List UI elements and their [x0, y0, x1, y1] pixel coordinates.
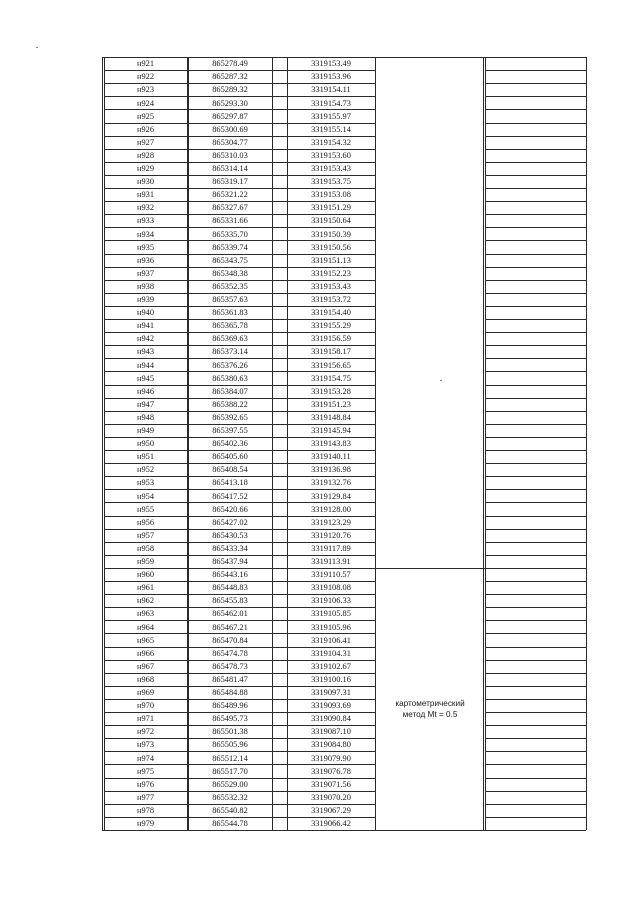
table-vertical-rule	[102, 57, 103, 830]
y-coordinate-cell: 3319158.17	[311, 347, 351, 357]
y-coordinate-cell: 3319108.08	[311, 583, 351, 593]
point-id-cell: н927	[136, 137, 155, 147]
x-coordinate-cell: 865501.38	[212, 727, 248, 737]
x-coordinate-cell: 865402.36	[212, 439, 248, 449]
table-horizontal-rule	[485, 725, 586, 726]
point-id-cell: н926	[136, 124, 155, 134]
y-coordinate-cell: 3319156.65	[311, 360, 351, 370]
table-horizontal-rule	[485, 240, 586, 241]
y-coordinate-cell: 3319150.64	[311, 216, 351, 226]
y-coordinate-cell: 3319154.11	[311, 85, 351, 95]
y-coordinate-cell: 3319151.29	[311, 203, 351, 213]
x-coordinate-cell: 865289.32	[212, 85, 248, 95]
y-coordinate-cell: 3319110.57	[311, 570, 351, 580]
table-horizontal-rule	[485, 70, 586, 71]
point-id-cell: н938	[136, 281, 155, 291]
point-id-cell: н969	[136, 688, 155, 697]
y-coordinate-cell: 3319151.23	[311, 399, 351, 409]
table-horizontal-rule	[485, 83, 586, 84]
y-coordinate-cell: 3319076.78	[311, 766, 351, 776]
point-id-cell: н959	[136, 557, 155, 566]
table-horizontal-rule	[485, 123, 586, 124]
point-id-cell: н979	[136, 819, 155, 828]
x-coordinate-cell: 865319.17	[212, 177, 248, 187]
y-coordinate-cell: 3319153.28	[311, 386, 351, 396]
y-coordinate-cell: 3319129.84	[311, 491, 351, 501]
point-id-cell: н960	[136, 570, 155, 580]
x-coordinate-cell: 865304.77	[212, 137, 248, 147]
table-horizontal-rule	[485, 424, 586, 425]
y-coordinate-cell: 3319090.84	[311, 714, 351, 724]
x-coordinate-cell: 865293.30	[212, 98, 248, 108]
y-coordinate-cell: 3319153.43	[311, 164, 351, 173]
point-id-cell: н944	[136, 360, 155, 370]
table-horizontal-rule	[485, 411, 586, 412]
table-horizontal-rule	[485, 791, 586, 792]
table-horizontal-rule	[485, 594, 586, 595]
x-coordinate-cell: 865335.70	[212, 229, 248, 239]
table-horizontal-rule	[485, 738, 586, 739]
y-coordinate-cell: 3319087.10	[311, 727, 351, 737]
y-coordinate-cell: 3319093.69	[311, 701, 351, 711]
point-id-cell: н953	[136, 478, 155, 488]
point-id-cell: н978	[136, 805, 155, 815]
table-horizontal-rule	[485, 162, 586, 163]
x-coordinate-cell: 865278.49	[212, 59, 248, 69]
x-coordinate-cell: 865339.74	[212, 242, 248, 252]
y-coordinate-cell: 3319153.60	[311, 150, 351, 160]
table-horizontal-rule	[485, 332, 586, 333]
y-coordinate-cell: 3319113.91	[311, 557, 351, 566]
x-coordinate-cell: 865427.02	[212, 517, 248, 527]
x-coordinate-cell: 865357.63	[212, 295, 248, 304]
y-coordinate-cell: 3319153.72	[311, 295, 351, 304]
y-coordinate-cell: 3319102.67	[311, 661, 351, 671]
point-id-cell: н928	[136, 150, 155, 160]
y-coordinate-cell: 3319123.29	[311, 517, 351, 527]
x-coordinate-cell: 865443.16	[212, 570, 248, 580]
x-coordinate-cell: 865365.78	[212, 321, 248, 331]
y-coordinate-cell: 3319070.20	[311, 792, 351, 802]
point-id-cell: н961	[136, 583, 155, 593]
point-id-cell: н940	[136, 308, 155, 318]
x-coordinate-cell: 865420.66	[212, 504, 248, 514]
y-coordinate-cell: 3319155.29	[311, 321, 351, 331]
x-coordinate-cell: 865532.32	[212, 792, 248, 802]
point-id-cell: н934	[136, 229, 155, 239]
table-horizontal-rule	[485, 542, 586, 543]
x-coordinate-cell: 865388.22	[212, 399, 248, 409]
table-horizontal-rule	[485, 607, 586, 608]
point-id-cell: н946	[136, 386, 155, 396]
x-coordinate-cell: 865369.63	[212, 334, 248, 344]
point-id-cell: н956	[136, 517, 155, 527]
point-id-cell: н955	[136, 504, 155, 514]
x-coordinate-cell: 865544.78	[212, 819, 248, 828]
x-coordinate-cell: 865484.88	[212, 688, 248, 697]
table-horizontal-rule	[485, 345, 586, 346]
point-id-cell: н975	[136, 766, 155, 776]
point-id-cell: н929	[136, 164, 155, 173]
table-horizontal-rule	[485, 699, 586, 700]
y-coordinate-cell: 3319145.94	[311, 426, 351, 435]
table-horizontal-rule	[485, 673, 586, 674]
x-coordinate-cell: 865405.60	[212, 452, 248, 462]
table-horizontal-rule	[485, 293, 586, 294]
point-id-cell: н950	[136, 439, 155, 449]
x-coordinate-cell: 865540.82	[212, 805, 248, 815]
x-coordinate-cell: 865321.22	[212, 190, 248, 200]
table-horizontal-rule	[485, 568, 586, 569]
scan-speck	[440, 380, 442, 381]
y-coordinate-cell: 3319153.08	[311, 190, 351, 200]
y-coordinate-cell: 3319140.11	[311, 452, 351, 462]
x-coordinate-cell: 865408.54	[212, 465, 248, 475]
x-coordinate-cell: 865352.35	[212, 281, 248, 291]
table-horizontal-rule	[485, 437, 586, 438]
point-id-cell: н958	[136, 543, 155, 553]
table-horizontal-rule	[485, 254, 586, 255]
table-horizontal-rule	[485, 188, 586, 189]
table-horizontal-rule	[485, 214, 586, 215]
x-coordinate-cell: 865433.34	[212, 543, 248, 553]
table-horizontal-rule	[485, 280, 586, 281]
y-coordinate-cell: 3319155.97	[311, 111, 351, 121]
table-horizontal-rule	[485, 817, 586, 818]
y-coordinate-cell: 3319153.96	[311, 72, 351, 82]
y-coordinate-cell: 3319067.29	[311, 805, 351, 815]
point-id-cell: н973	[136, 740, 155, 750]
y-coordinate-cell: 3319084.80	[311, 740, 351, 750]
table-horizontal-rule	[485, 358, 586, 359]
y-coordinate-cell: 3319100.16	[311, 674, 351, 684]
table-horizontal-rule	[485, 136, 586, 137]
x-coordinate-cell: 865327.67	[212, 203, 248, 213]
y-coordinate-cell: 3319079.90	[311, 753, 351, 763]
x-coordinate-cell: 865430.53	[212, 530, 248, 540]
point-id-cell: н963	[136, 609, 155, 619]
y-coordinate-cell: 3319156.59	[311, 334, 351, 344]
y-coordinate-cell: 3319155.14	[311, 124, 351, 134]
table-vertical-rule	[272, 57, 273, 830]
table-horizontal-rule	[485, 660, 586, 661]
table-horizontal-rule	[485, 463, 586, 464]
table-vertical-rule	[485, 57, 486, 830]
x-coordinate-cell: 865478.73	[212, 661, 248, 671]
y-coordinate-cell: 3319143.83	[311, 439, 351, 449]
table-horizontal-rule	[485, 306, 586, 307]
x-coordinate-cell: 865455.83	[212, 596, 248, 606]
y-coordinate-cell: 3319152.23	[311, 268, 351, 278]
point-id-cell: н947	[136, 399, 155, 409]
point-id-cell: н932	[136, 203, 155, 213]
table-vertical-rule	[586, 57, 587, 830]
table-horizontal-rule	[485, 109, 586, 110]
table-horizontal-rule	[485, 96, 586, 97]
table-horizontal-rule	[485, 201, 586, 202]
method-note-line-1: картометрический	[395, 699, 465, 708]
point-id-cell: н921	[136, 59, 155, 69]
y-coordinate-cell: 3319071.56	[311, 779, 351, 789]
point-id-cell: н943	[136, 347, 155, 357]
point-id-cell: н967	[136, 661, 155, 671]
y-coordinate-cell: 3319097.31	[311, 688, 351, 697]
point-id-cell: н930	[136, 177, 155, 187]
x-coordinate-cell: 865505.96	[212, 740, 248, 750]
table-horizontal-rule	[485, 489, 586, 490]
x-coordinate-cell: 865297.87	[212, 111, 248, 121]
x-coordinate-cell: 865417.52	[212, 491, 248, 501]
x-coordinate-cell: 865310.03	[212, 150, 248, 160]
x-coordinate-cell: 865413.18	[212, 478, 248, 488]
x-coordinate-cell: 865300.69	[212, 124, 248, 134]
point-id-cell: н957	[136, 530, 155, 540]
method-note	[378, 698, 482, 720]
y-coordinate-cell: 3319153.43	[311, 281, 351, 291]
point-id-cell: н977	[136, 792, 155, 802]
y-coordinate-cell: 3319154.40	[311, 308, 351, 318]
point-id-cell: н962	[136, 596, 155, 606]
table-horizontal-rule	[485, 581, 586, 582]
table-horizontal-rule	[485, 398, 586, 399]
x-coordinate-cell: 865495.73	[212, 714, 248, 724]
point-id-cell: н951	[136, 452, 155, 462]
y-coordinate-cell: 3319106.41	[311, 635, 351, 645]
x-coordinate-cell: 865384.07	[212, 386, 248, 396]
y-coordinate-cell: 3319105.85	[311, 609, 351, 619]
x-coordinate-cell: 865517.70	[212, 766, 248, 776]
table-horizontal-rule	[485, 620, 586, 621]
x-coordinate-cell: 865481.47	[212, 674, 248, 684]
table-horizontal-rule	[485, 751, 586, 752]
table-horizontal-rule	[485, 175, 586, 176]
x-coordinate-cell: 865380.63	[212, 373, 248, 383]
y-coordinate-cell: 3319151.13	[311, 255, 351, 265]
point-id-cell: н948	[136, 412, 155, 422]
y-coordinate-cell: 3319154.75	[311, 373, 351, 383]
point-id-cell: н941	[136, 321, 155, 331]
x-coordinate-cell: 865470.84	[212, 635, 248, 645]
point-id-cell: н936	[136, 255, 155, 265]
table-horizontal-rule	[102, 830, 586, 831]
table-horizontal-rule	[485, 319, 586, 320]
y-coordinate-cell: 3319066.42	[311, 819, 351, 828]
point-id-cell: н965	[136, 635, 155, 645]
table-horizontal-rule	[375, 568, 485, 569]
y-coordinate-cell: 3319148.84	[311, 412, 351, 422]
point-id-cell: н942	[136, 334, 155, 344]
y-coordinate-cell: 3319106.33	[311, 596, 351, 606]
x-coordinate-cell: 865489.96	[212, 701, 248, 711]
point-id-cell: н931	[136, 190, 155, 200]
x-coordinate-cell: 865467.21	[212, 622, 248, 632]
y-coordinate-cell: 3319136.98	[311, 465, 351, 475]
point-id-cell: н933	[136, 216, 155, 226]
x-coordinate-cell: 865287.32	[212, 72, 248, 82]
table-horizontal-rule	[485, 647, 586, 648]
table-horizontal-rule	[485, 267, 586, 268]
point-id-cell: н974	[136, 753, 155, 763]
point-id-cell: н924	[136, 98, 155, 108]
point-id-cell: н976	[136, 779, 155, 789]
table-vertical-rule	[375, 57, 376, 830]
y-coordinate-cell: 3319153.49	[311, 59, 351, 69]
y-coordinate-cell: 3319154.73	[311, 98, 351, 108]
point-id-cell: н937	[136, 268, 155, 278]
table-horizontal-rule	[485, 633, 586, 634]
table-horizontal-rule	[485, 529, 586, 530]
point-id-cell: н949	[136, 426, 155, 435]
table-horizontal-rule	[485, 149, 586, 150]
x-coordinate-cell: 865343.75	[212, 255, 248, 265]
x-coordinate-cell: 865361.83	[212, 308, 248, 318]
point-id-cell: н922	[136, 72, 155, 82]
y-coordinate-cell: 3319150.39	[311, 229, 351, 239]
point-id-cell: н971	[136, 714, 155, 724]
x-coordinate-cell: 865462.01	[212, 609, 248, 619]
point-id-cell: н964	[136, 622, 155, 632]
method-note-line-2: метод Mt = 0.5	[402, 710, 458, 719]
x-coordinate-cell: 865397.55	[212, 426, 248, 435]
table-vertical-rule	[483, 57, 484, 830]
y-coordinate-cell: 3319120.76	[311, 530, 351, 540]
point-id-cell: н945	[136, 373, 155, 383]
table-horizontal-rule	[485, 227, 586, 228]
y-coordinate-cell: 3319128.00	[311, 504, 351, 514]
point-id-cell: н968	[136, 674, 155, 684]
y-coordinate-cell: 3319153.75	[311, 177, 351, 187]
table-horizontal-rule	[485, 778, 586, 779]
x-coordinate-cell: 865331.66	[212, 216, 248, 226]
point-id-cell: н939	[136, 295, 155, 304]
x-coordinate-cell: 865474.78	[212, 648, 248, 658]
table-horizontal-rule	[485, 450, 586, 451]
x-coordinate-cell: 865392.65	[212, 412, 248, 422]
x-coordinate-cell: 865512.14	[212, 753, 248, 763]
point-id-cell: н966	[136, 648, 155, 658]
x-coordinate-cell: 865529.00	[212, 779, 248, 789]
point-id-cell: н954	[136, 491, 155, 501]
x-coordinate-cell: 865376.26	[212, 360, 248, 370]
scan-speck	[36, 47, 38, 48]
x-coordinate-cell: 865448.83	[212, 583, 248, 593]
y-coordinate-cell: 3319154.32	[311, 137, 351, 147]
x-coordinate-cell: 865437.94	[212, 557, 248, 566]
point-id-cell: н970	[136, 701, 155, 711]
point-id-cell: н935	[136, 242, 155, 252]
x-coordinate-cell: 865314.14	[212, 164, 248, 173]
table-horizontal-rule	[485, 516, 586, 517]
y-coordinate-cell: 3319105.96	[311, 622, 351, 632]
x-coordinate-cell: 865373.14	[212, 347, 248, 357]
y-coordinate-cell: 3319150.56	[311, 242, 351, 252]
table-horizontal-rule	[485, 712, 586, 713]
table-horizontal-rule	[485, 555, 586, 556]
point-id-cell: н972	[136, 727, 155, 737]
table-horizontal-rule	[485, 502, 586, 503]
point-id-cell: н952	[136, 465, 155, 475]
table-horizontal-rule	[485, 804, 586, 805]
point-id-cell: н925	[136, 111, 155, 121]
table-horizontal-rule	[485, 371, 586, 372]
table-horizontal-rule	[485, 686, 586, 687]
table-horizontal-rule	[485, 476, 586, 477]
x-coordinate-cell: 865348.38	[212, 268, 248, 278]
point-id-cell: н923	[136, 85, 155, 95]
table-horizontal-rule	[485, 385, 586, 386]
table-horizontal-rule	[485, 764, 586, 765]
y-coordinate-cell: 3319117.89	[311, 543, 351, 553]
y-coordinate-cell: 3319104.31	[311, 648, 351, 658]
y-coordinate-cell: 3319132.76	[311, 478, 351, 488]
